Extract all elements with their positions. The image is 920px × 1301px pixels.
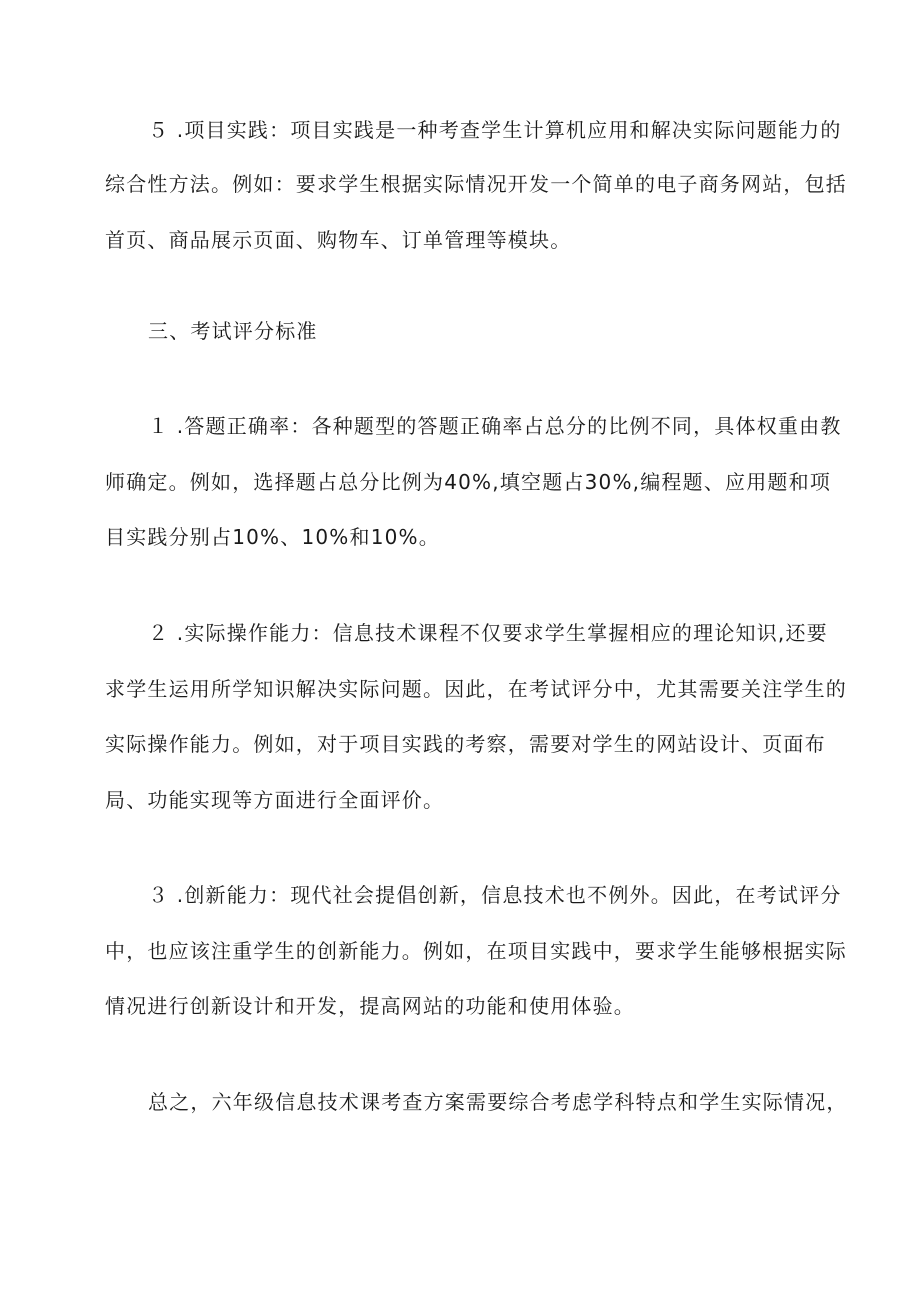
paragraph-item-1-line-3: 目实践分别占10%、10%和10%。 [105,525,440,549]
paragraph-item-2-line-1: ２ .实际操作能力：信息技术课程不仅要求学生掌握相应的理论知识,还要 [148,621,828,645]
paragraph-item-3-line-1: ３ .创新能力：现代社会提倡创新，信息技术也不例外。因此，在考试评分 [148,883,842,907]
paragraph-item-1-line-1: １ .答题正确率：各种题型的答题正确率占总分的比例不同，具体权重由教 [148,414,842,438]
paragraph-item-5-line-2: 综合性方法。例如：要求学生根据实际情况开发一个简单的电子商务网站，包括 [105,172,847,196]
section-heading-scoring-standard: 三、考试评分标准 [148,319,318,343]
paragraph-item-5-line-1: ５ .项目实践：项目实践是一种考查学生计算机应用和解决实际问题能力的 [148,118,842,142]
paragraph-conclusion-line-1: 总之，六年级信息技术课考查方案需要综合考虑学科特点和学生实际情况， [148,1090,848,1114]
paragraph-item-3-line-2: 中，也应该注重学生的创新能力。例如，在项目实践中，要求学生能够根据实际 [105,939,847,963]
paragraph-item-1-line-2: 师确定。例如，选择题占总分比例为40%,填空题占30%,编程题、应用题和项 [105,470,832,494]
paragraph-item-3-line-3: 情况进行创新设计和开发，提高网站的功能和使用体验。 [105,994,635,1018]
paragraph-item-2-line-4: 局、功能实现等方面进行全面评价。 [105,788,445,812]
paragraph-item-2-line-3: 实际操作能力。例如，对于项目实践的考察，需要对学生的网站设计、页面布 [105,732,826,756]
paragraph-item-2-line-2: 求学生运用所学知识解决实际问题。因此，在考试评分中，尤其需要关注学生的 [105,677,847,701]
paragraph-item-5-line-3: 首页、商品展示页面、购物车、订单管理等模块。 [105,228,572,252]
